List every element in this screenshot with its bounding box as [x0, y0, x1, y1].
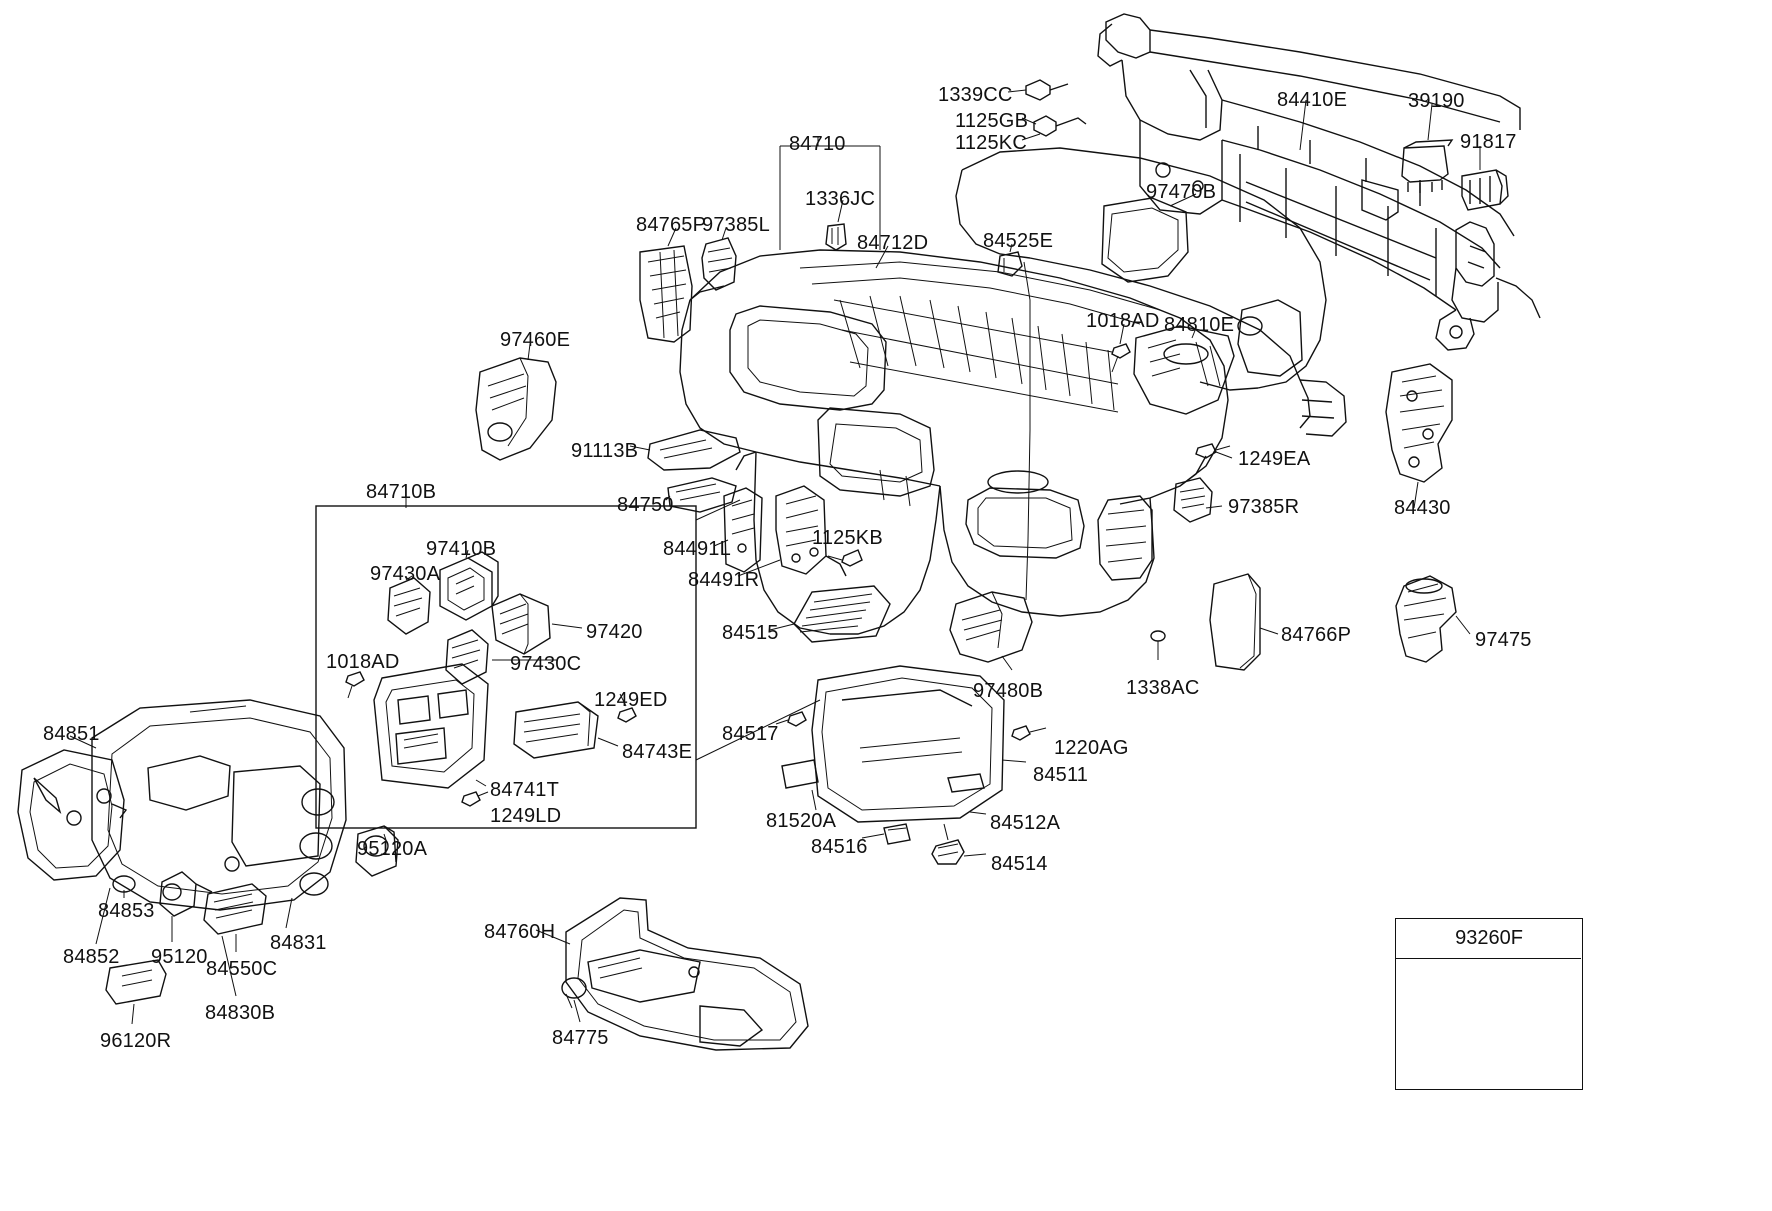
part-label-84550c: 84550C [206, 958, 278, 980]
inset-box-divider [1395, 958, 1581, 959]
screw-1018ad-upper [1112, 344, 1130, 372]
part-label-95120: 95120 [151, 946, 208, 968]
part-label-84765p: 84765P [636, 214, 707, 236]
part-label-97470b: 97470B [1146, 181, 1217, 203]
housing-97410b [440, 552, 498, 620]
leader-lines [70, 90, 1480, 1024]
part-label-1125kb: 1125KB [812, 527, 883, 549]
vent-97480b [950, 592, 1032, 662]
screw-1018ad-left [346, 672, 364, 698]
screw-1125kb [828, 550, 862, 566]
part-label-84525e: 84525E [983, 230, 1054, 252]
part-label-97420: 97420 [586, 621, 643, 643]
part-label-84491r: 84491R [688, 569, 760, 591]
part-label-84514: 84514 [991, 853, 1048, 875]
screw-1249ld [462, 792, 488, 806]
part-label-97430c: 97430C [510, 653, 582, 675]
part-label-1249ea: 1249EA [1238, 448, 1311, 470]
part-label-1125gb: 1125GB [955, 110, 1029, 132]
part-label-84853: 84853 [98, 900, 155, 922]
part-label-97460e: 97460E [500, 329, 571, 351]
part-label-84517: 84517 [722, 723, 779, 745]
part-label-84710b: 84710B [366, 481, 437, 503]
bezel-84741t [374, 664, 488, 788]
part-label-81520a: 81520A [766, 810, 837, 832]
part-label-1338ac: 1338AC [1126, 677, 1200, 699]
part-label-39190: 39190 [1408, 90, 1465, 112]
part-label-97385l: 97385L [702, 214, 770, 236]
instrument-panel-main [680, 250, 1228, 634]
panel-84766p [1210, 574, 1260, 670]
part-label-84830b: 84830B [205, 1002, 276, 1024]
cover-84765p [640, 246, 692, 342]
part-label-95120a: 95120A [357, 838, 428, 860]
bracket-84430 [1386, 364, 1452, 482]
part-label-1220ag: 1220AG [1054, 737, 1129, 759]
part-label-84766p: 84766P [1281, 624, 1352, 646]
vent-97420 [492, 594, 550, 654]
part-label-1339cc: 1339CC [938, 84, 1013, 106]
part-label-84430: 84430 [1394, 497, 1451, 519]
part-label-1125kc: 1125KC [955, 132, 1027, 154]
part-label-91113b: 91113B [571, 440, 639, 462]
part-label-84511: 84511 [1033, 764, 1089, 786]
part-label-84775: 84775 [552, 1027, 609, 1049]
vent-84743e [514, 702, 598, 758]
part-label-97410b: 97410B [426, 538, 497, 560]
vent-97385l [702, 238, 736, 290]
duct-97475 [1396, 576, 1456, 662]
part-label-1018ad-upper: 1018AD [1086, 310, 1160, 332]
inset-box-93260f [1395, 918, 1583, 1090]
part-label-84760h: 84760H [484, 921, 556, 943]
part-label-84712d: 84712D [857, 232, 929, 254]
part-label-84852: 84852 [63, 946, 120, 968]
vent-97385r [1174, 478, 1212, 522]
part-label-96120r: 96120R [100, 1030, 172, 1052]
cover-84810e [1134, 326, 1234, 414]
part-label-84516: 84516 [811, 836, 868, 858]
part-label-84512a: 84512A [990, 812, 1061, 834]
fastener-group-top [1026, 80, 1086, 136]
part-label-84741t: 84741T [490, 779, 560, 801]
vent-97430c [446, 630, 488, 684]
part-label-91817: 91817 [1460, 131, 1517, 153]
part-label-1249ed: 1249ED [594, 689, 668, 711]
part-91113b [648, 430, 740, 470]
part-label-84750: 84750 [617, 494, 674, 516]
part-label-97480b: 97480B [973, 680, 1044, 702]
part-label-84851: 84851 [43, 723, 100, 745]
part-label-1018ad-left: 1018AD [326, 651, 400, 673]
vent-97460e [476, 358, 556, 460]
clip-84525e [998, 252, 1030, 600]
part-label-84410e: 84410E [1277, 89, 1348, 111]
part-label-97430a: 97430A [370, 563, 441, 585]
part-label-97385r: 97385R [1228, 496, 1300, 518]
part-label-1249ld: 1249LD [490, 805, 562, 827]
part-label-1336jc: 1336JC [805, 188, 876, 210]
part-label-84515: 84515 [722, 622, 779, 644]
part-label-84743e: 84743E [622, 741, 693, 763]
part-label-84491l: 84491L [663, 538, 731, 560]
part-label-84831: 84831 [270, 932, 327, 954]
clip-1336jc [826, 224, 846, 250]
relay-39190 [1402, 140, 1452, 193]
screw-1249ea [1196, 444, 1230, 458]
vent-97430a [388, 578, 430, 634]
clip-1338ac [1151, 631, 1165, 660]
part-label-84810e: 84810E [1164, 314, 1235, 336]
part-label-97475: 97475 [1475, 629, 1532, 651]
part-label-84710: 84710 [789, 133, 846, 155]
inset-box-title: 93260F [1455, 927, 1523, 949]
